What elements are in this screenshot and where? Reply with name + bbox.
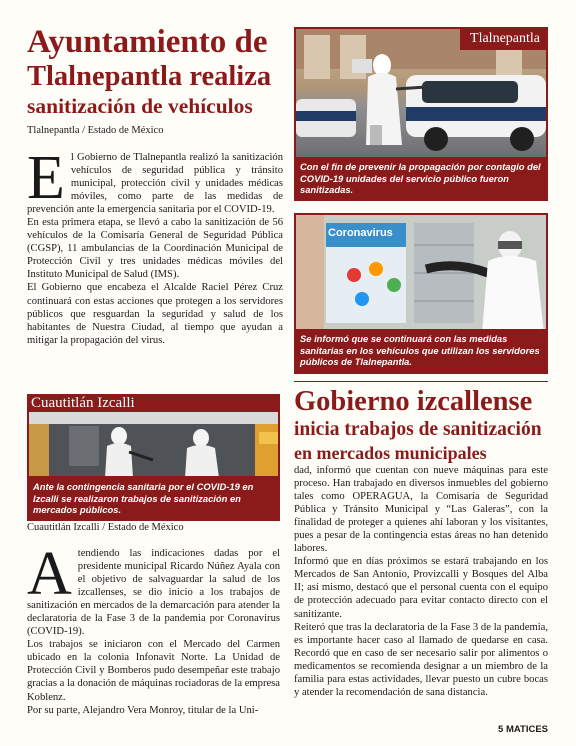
top-article-title-line1: Ayuntamiento de	[27, 24, 268, 60]
photo1-caption: Con el fin de prevenir la propagación por contagio del COVID-19 unidades del servicio público fueron sanitizadas.	[294, 158, 548, 201]
photo1-location-label: Tlalnepantla	[460, 29, 546, 50]
bottom-article-paragraph-5: Informó que en días próximos se estará trabajando en los Mercados de San Antonio, Provizcalli y Bosques del Alba II; así mismo, destacó que el personal cuenta con el equipo de protección adecuado para evitar contacto directo con el sanitizante.	[294, 556, 548, 620]
bottom-article-paragraph-4: dad, informó que cuentan con nueve máquinas para este proceso. Han trabajado en diversos inmuebles del gobierno tales como OPERAGUA, la Comisaría de Seguridad Pública y Tránsito Municipal y “Las Galeras”, con la finalidad de proteger a quienes ahí laboran y los visitantes, pues a pesar de la contingencia estas áreas no han detenido labores.	[294, 465, 548, 555]
photo3-caption: Ante la contingencia sanitaria por el COVID-19 en Izcalli se realizaron trabajos de sanitización en mercados públicos.	[27, 478, 280, 521]
top-article-title-line2: Tlalnepantla realiza	[27, 61, 272, 92]
top-article-paragraph-3: El Gobierno que encabeza el Alcalde Raciel Pérez Cruz continuará con estas acciones que protegen a los servidores públicos que resguardan la seguridad y salud de los habitantes de Nuestra Ciudad, al tiempo que ayudan a mitigar la propagación del virus.	[27, 282, 283, 346]
photo-police-car-sanitization	[294, 27, 548, 159]
top-article-paragraph-2: En esta primera etapa, se llevó a cabo la sanitización de 56 vehículos de la Comisaría General de Seguridad Pública (CGSP), 11 ambulancias de la Coordinación Municipal de Protección Civil y tres unidades médicas móviles del Instituto Municipal de Salud (IMS).	[27, 217, 283, 281]
drop-cap-a: A	[27, 540, 72, 608]
drop-cap: E	[27, 144, 65, 212]
photo-market-sanitization	[27, 412, 280, 478]
top-article-title-line3: sanitización de vehículos	[27, 94, 253, 118]
bottom-article-dateline: Cuautitlán Izcalli / Estado de México	[27, 522, 184, 533]
photo3-illustration	[29, 412, 280, 478]
photo-interior-sanitization	[294, 213, 548, 331]
section-label-bar	[27, 394, 280, 412]
top-article-paragraph-1: El Gobierno de Tlalnepantla realizó la sanitización vehículos de seguridad pública y tránsito municipal, protección civil y unidades médicas móviles, como parte de las medidas de prevención ante la emergencia sanitaria por el COVID-19.	[27, 144, 283, 216]
page-footer-label: 5 MATICES	[498, 724, 548, 735]
bottom-article-paragraph-3: Por su parte, Alejandro Vera Monroy, titular de la Uni-	[27, 704, 259, 716]
top-article-body	[27, 144, 283, 347]
photo2-caption: Se informó que se continuará con las medidas sanitarias en los vehículos que utilizan los servidores públicos de Tlalnepantla.	[294, 330, 548, 374]
top-article-dateline: Tlalnepantla / Estado de México	[27, 125, 164, 136]
bottom-article-title-line3: en mercados municipales	[294, 443, 487, 463]
bottom-article-paragraph-1: Atendiendo las indicaciones dadas por el presidente municipal Ricardo Núñez Ayala con el objetivo de salvaguardar la salud de los izcallenses, se dio inicio a los trabajos de sanitización en mercados de la demarcación para atender la declaratoria de la Fase 3 de la pandemia por Coronavirus (COVID-19).	[27, 540, 280, 638]
bottom-article-paragraph-2: Los trabajos se iniciaron con el Mercado del Carmen ubicado en la colonia Infonavit Norte. La Unidad de Protección Civil y Bomberos pudo desempeñar este trabajo gracias a la donación de máquinas rociadoras de la empresa Koblenz.	[27, 639, 280, 703]
bottom-article-title-line2: inicia trabajos de sanitización	[294, 419, 542, 440]
bottom-article-paragraph-6: Reiteró que tras la declaratoria de la Fase 3 de la pandemia, es importante hacer caso al llamado de quedarse en casa. Recordó que en caso de ser necesario salir por alimentos o medicamentos se recomienda designar a un miembro de la familia para estas actividades, llevar puesto un cubre bocas y atender la recomendación de sana distancia.	[294, 621, 548, 698]
poster-text: Coronavirus	[328, 227, 393, 239]
bottom-article-title-line1: Gobierno izcallense	[294, 386, 533, 417]
section-divider	[294, 381, 548, 382]
bottom-article-right-column	[294, 464, 548, 699]
section-label: Cuautitlán Izcalli	[31, 395, 135, 411]
bottom-article-left-column	[27, 540, 280, 717]
